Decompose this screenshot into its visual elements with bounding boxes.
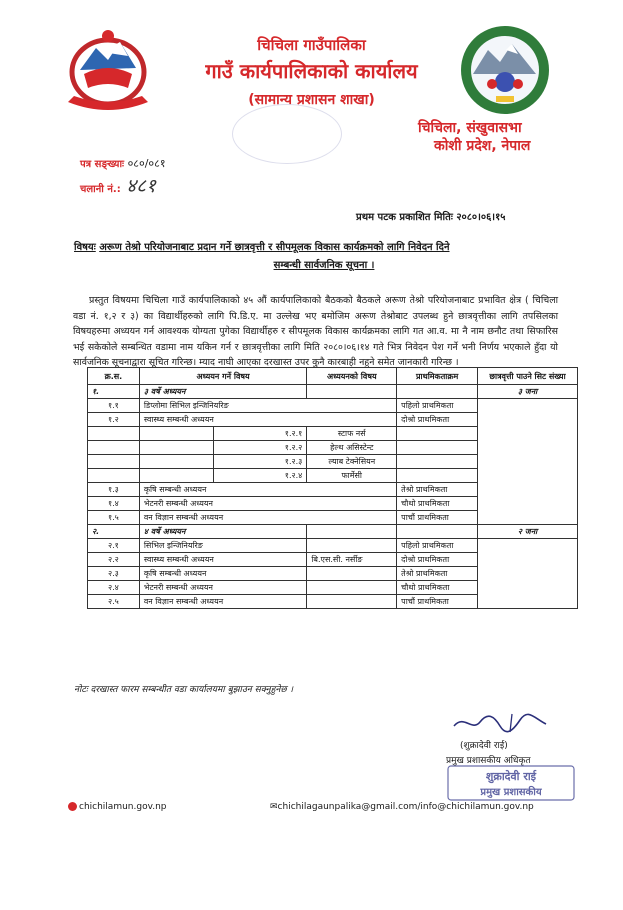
municipality-name: चिचिला गाउँपालिका [257, 36, 366, 54]
signatory-title: प्रमुख प्रशासकीय अधिकृत [446, 756, 531, 766]
official-stamp [446, 764, 576, 802]
row-subject: भेटनरी सम्बन्धी अध्ययन [139, 581, 307, 595]
header-cell: प्राथमिकताक्रम [397, 368, 478, 385]
group-seats: ३ जना [478, 385, 578, 399]
row-subject: स्वास्थ्य सम्बन्धी अध्ययन [139, 553, 307, 567]
svg-text:शुक्रादेवी राई: शुक्रादेवी राई [485, 770, 537, 783]
row-number: २.२ [88, 553, 140, 567]
section-name: (सामान्य प्रशासन शाखा) [248, 92, 375, 108]
row-subject: कृषि सम्बन्धी अध्ययन [139, 483, 396, 497]
row-subject: वन विज्ञान सम्बन्धी अध्ययन [139, 595, 307, 609]
subject-label: विषयः [74, 242, 96, 253]
office-name: गाउँ कार्यपालिकाको कार्यालय [205, 59, 418, 83]
row-priority: पहिलो प्राथमिकता [397, 539, 478, 553]
row-subject: स्वास्थ्य सम्बन्धी अध्ययन [139, 413, 396, 427]
row-number: २.५ [88, 595, 140, 609]
letter-number-label: पत्र सङ्ख्याः [80, 159, 125, 170]
group-number: २. [88, 525, 140, 539]
row-priority: चौथो प्राथमिकता [397, 497, 478, 511]
globe-icon [68, 802, 77, 811]
row-subject: सिभिल इन्जिनियरिङ [139, 539, 307, 553]
row-priority: दोश्रो प्राथमिकता [397, 413, 478, 427]
row-priority: दोश्रो प्राथमिकता [397, 553, 478, 567]
website-text: chichilamun.gov.np [79, 802, 167, 812]
row-detail [307, 567, 397, 581]
row-detail [307, 539, 397, 553]
table-group-row [88, 385, 578, 399]
header-cell: छात्रवृत्ती पाउने सिट संख्या [478, 368, 578, 385]
row-detail [307, 581, 397, 595]
row-priority: पाचौं प्राथमिकता [397, 595, 478, 609]
subject [74, 239, 574, 275]
dispatch-number-label: चलानी नं.: [80, 184, 121, 195]
published-date: प्रथम पटक प्रकाशित मितिः २०८०।०६।१५ [356, 212, 506, 223]
row-priority: तेश्रो प्राथमिकता [397, 567, 478, 581]
signature-scribble [450, 710, 550, 736]
row-detail [307, 595, 397, 609]
sub-number: १.२.३ [213, 455, 307, 469]
sub-number: १.२.२ [213, 441, 307, 455]
row-detail: बि.एस.सी. नर्सीङ [307, 553, 397, 567]
note: नोटः दरखास्त फारम सम्बन्धीत वडा कार्यालयमा बुझाउन सक्नुहुनेछ । [74, 685, 294, 695]
row-priority: चौथो प्राथमिकता [397, 581, 478, 595]
notice-body [73, 293, 558, 371]
sub-name: हेल्थ असिस्टेन्ट [307, 441, 397, 455]
row-number: १.१ [88, 399, 140, 413]
table-header-row [88, 368, 578, 385]
sub-number: १.२.१ [213, 427, 307, 441]
table-group-row [88, 525, 578, 539]
dispatch-number [80, 172, 156, 198]
row-subject: भेटनरी सम्बन्धी अध्ययन [139, 497, 396, 511]
row-number: १.३ [88, 483, 140, 497]
row-number: २.१ [88, 539, 140, 553]
scholarship-table [87, 367, 578, 609]
row-subject: कृषि सम्बन्धी अध्ययन [139, 567, 307, 581]
row-number: २.४ [88, 581, 140, 595]
table-row [88, 399, 578, 413]
group-number: १. [88, 385, 140, 399]
row-priority: पहिलो प्राथमिकता [397, 399, 478, 413]
signatory-name: (शुक्रादेवी राई) [460, 741, 508, 751]
address-line-2: कोशी प्रदेश, नेपाल [434, 138, 531, 154]
letter-number-value: ०८०/०८१ [127, 157, 166, 170]
header-cell: अध्ययन गर्ने विषय [139, 368, 307, 385]
row-priority: पाचौं प्राथमिकता [397, 511, 478, 525]
subject-line-1: अरूण तेश्रो परियोजनाबाट प्रदान गर्ने छात्रवृत्ती र सीपमूलक विकास कार्यक्रमको लागि निवेदन दिने [99, 242, 450, 253]
email-text: chichilagaunpalika@gmail.com/info@chichilamun.gov.np [277, 802, 534, 812]
sub-name: ल्याब टेक्नेसियन [307, 455, 397, 469]
group-title: ४ वर्षे अध्ययन [139, 525, 307, 539]
sub-name: स्टाफ नर्स [307, 427, 397, 441]
header-cell: क्र.स. [88, 368, 140, 385]
dispatch-number-value: ४८१ [126, 175, 156, 197]
sub-name: फार्मेसी [307, 469, 397, 483]
row-number: १.४ [88, 497, 140, 511]
subject-line-2: सम्बन्धी सार्वजनिक सूचना । [273, 260, 375, 271]
faint-stamp-mark [232, 104, 342, 164]
header-cell: अध्ययनको विषय [307, 368, 397, 385]
notice-paragraph: प्रस्तुत विषयमा चिचिला गाउँ कार्यपालिकाको ४५ औं कार्यपालिकाको बैठकको बैठकले अरूण तेश्रो परियोजनाबाट प्रभावित क्षेत्र ( चिचिला वडा नं. १,२ र ३) का विद्यार्थीहरुको लागि पि.डि.ए. मा उल्लेख भए बमोजिम अरूण तेश्रोबाट उपलब्ध हुने छात्रवृत्तीका लागि तपसिलका विषयहरुमा अध्ययन गर्न आवश्यक योग्यता पुगेका विद्यार्थीहरु र सीपमूलक विकास कार्यक्रमका लागि गत आ.व. मा नै नाम छनौट तथा सिफारिस भई सकेकोले सम्बन्धित वडामा नाम यकिन गर्न र छात्रवृत्तीका लागि मिति २०८०।०६।१४ गते भित्र निवेदन पेश गर्ने भनी निर्णय भएकाले हुँदा यो सार्वजनिक सूचनाद्वारा सूचित गरिन्छ। म्याद नाघी आएका दरखास्त उपर कुनै कारबाही नहुने समेत जानकारी गरिन्छ । [73, 295, 558, 369]
row-subject: डिप्लोमा सिभिल इन्जिनियरिङ [139, 399, 396, 413]
footer-website[interactable] [68, 802, 166, 812]
mail-icon: ✉ [270, 802, 278, 812]
address-line-1: चिचिला, संखुवासभा [418, 120, 522, 136]
row-priority: तेश्रो प्राथमिकता [397, 483, 478, 497]
sub-number: १.२.४ [213, 469, 307, 483]
footer-email[interactable] [270, 802, 534, 812]
row-number: १.२ [88, 413, 140, 427]
svg-text:प्रमुख प्रशासकीय: प्रमुख प्रशासकीय [480, 787, 542, 798]
group-seats: २ जना [478, 525, 578, 539]
group-title: ३ वर्षे अध्ययन [139, 385, 307, 399]
table-row [88, 539, 578, 553]
letter-number [80, 156, 166, 171]
row-number: १.५ [88, 511, 140, 525]
row-number: २.३ [88, 567, 140, 581]
row-subject: वन विज्ञान सम्बन्धी अध्ययन [139, 511, 396, 525]
